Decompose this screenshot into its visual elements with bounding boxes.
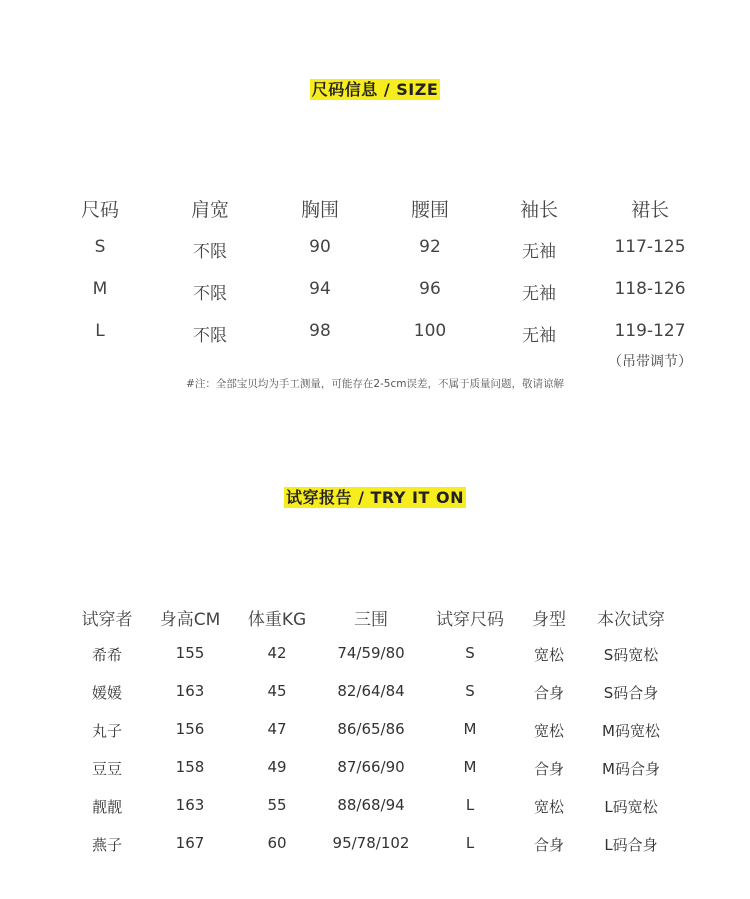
size-table-cell: 98 (309, 321, 331, 341)
try-table-cell: 155 (175, 644, 205, 662)
measurement-footnote: #注：全部宝贝均为手工测量，可能存在2-5cm误差，不属于质量问题，敬请谅解 (186, 378, 564, 390)
size-table-cell: 无袖 (522, 242, 556, 262)
try-table-cell: 宽松 (533, 798, 565, 816)
try-table-cell: 88/68/94 (337, 796, 405, 814)
size-table-cell: 不限 (193, 326, 227, 346)
try-table-cell: M (463, 758, 477, 776)
try-table-cell: 媛媛 (91, 684, 123, 702)
try-table-cell: L码宽松 (604, 798, 658, 816)
try-table-cell: S码宽松 (603, 646, 659, 664)
size-table-header: 袖长 (519, 199, 559, 221)
try-table-cell: 87/66/90 (337, 758, 405, 776)
try-table-cell: 合身 (533, 760, 565, 778)
size-table-cell: L (95, 321, 105, 341)
try-table-cell: 45 (267, 682, 287, 700)
size-table-cell: 无袖 (522, 326, 556, 346)
try-table-cell: M码合身 (602, 760, 660, 778)
try-table-header: 三围 (354, 610, 388, 630)
try-section-title-label: 试穿报告 / TRY IT ON (286, 488, 464, 507)
size-table-header: 尺码 (80, 199, 120, 221)
try-table-cell: 宽松 (533, 722, 565, 740)
size-table-header: 胸围 (300, 199, 340, 221)
size-table-cell: 119-127 (614, 321, 686, 341)
try-table-cell: 希希 (91, 646, 123, 664)
try-table-cell: 靓靓 (91, 798, 123, 816)
size-section-title-label: 尺码信息 / SIZE (311, 80, 439, 99)
try-table-cell: 82/64/84 (337, 682, 405, 700)
try-table-cell: 丸子 (91, 722, 123, 740)
try-table-cell: 宽松 (533, 646, 565, 664)
try-table-header: 身型 (532, 610, 566, 630)
try-table-cell: M码宽松 (602, 722, 660, 740)
try-table-cell: 55 (267, 796, 287, 814)
try-table-cell: 47 (267, 720, 287, 738)
try-table-cell: 42 (267, 644, 287, 662)
try-table-header: 身高CM (159, 610, 221, 630)
try-table-cell: L (465, 834, 475, 852)
size-table-cell: M (92, 279, 108, 299)
try-table-header: 本次试穿 (597, 610, 665, 630)
try-table-cell: L码合身 (604, 836, 658, 854)
try-section-title (0, 487, 750, 508)
try-table-header: 体重KG (247, 610, 307, 630)
try-table-cell: 95/78/102 (332, 834, 410, 852)
try-table-cell: M (463, 720, 477, 738)
try-table-cell: 燕子 (91, 836, 123, 854)
size-table-cell: 118-126 (614, 279, 686, 299)
size-table-cell: S (94, 237, 106, 257)
size-table-cell: 不限 (193, 284, 227, 304)
size-table-cell: 100 (413, 321, 447, 341)
try-table-cell: S (465, 644, 475, 662)
try-table-cell: 74/59/80 (337, 644, 405, 662)
try-table-cell: L (465, 796, 475, 814)
try-table-cell: 158 (175, 758, 205, 776)
try-table-cell: 合身 (533, 836, 565, 854)
try-table-cell: 豆豆 (91, 760, 123, 778)
try-table-header: 试穿者 (81, 610, 133, 630)
size-table-cell: 96 (419, 279, 441, 299)
size-table-cell: 92 (419, 237, 441, 257)
skirt-length-note: （吊带调节） (608, 354, 692, 370)
try-table-cell: 163 (175, 796, 205, 814)
try-table-cell: 49 (267, 758, 287, 776)
try-table-cell: 合身 (533, 684, 565, 702)
try-table-cell: S (465, 682, 475, 700)
try-table-cell: S码合身 (603, 684, 659, 702)
size-table-cell: 不限 (193, 242, 227, 262)
size-section-title (0, 79, 750, 100)
try-table-cell: 156 (175, 720, 205, 738)
size-table-header: 裙长 (630, 199, 670, 221)
size-table-cell: 117-125 (614, 237, 686, 257)
size-table-cell: 90 (309, 237, 331, 257)
try-table-cell: 163 (175, 682, 205, 700)
size-table-cell: 94 (309, 279, 331, 299)
size-table-header: 肩宽 (190, 199, 230, 221)
try-table-cell: 60 (267, 834, 287, 852)
size-table-header: 腰围 (410, 199, 450, 221)
size-table-cell: 无袖 (522, 284, 556, 304)
try-table-header: 试穿尺码 (436, 610, 504, 630)
try-table-cell: 167 (175, 834, 205, 852)
try-table-cell: 86/65/86 (337, 720, 405, 738)
